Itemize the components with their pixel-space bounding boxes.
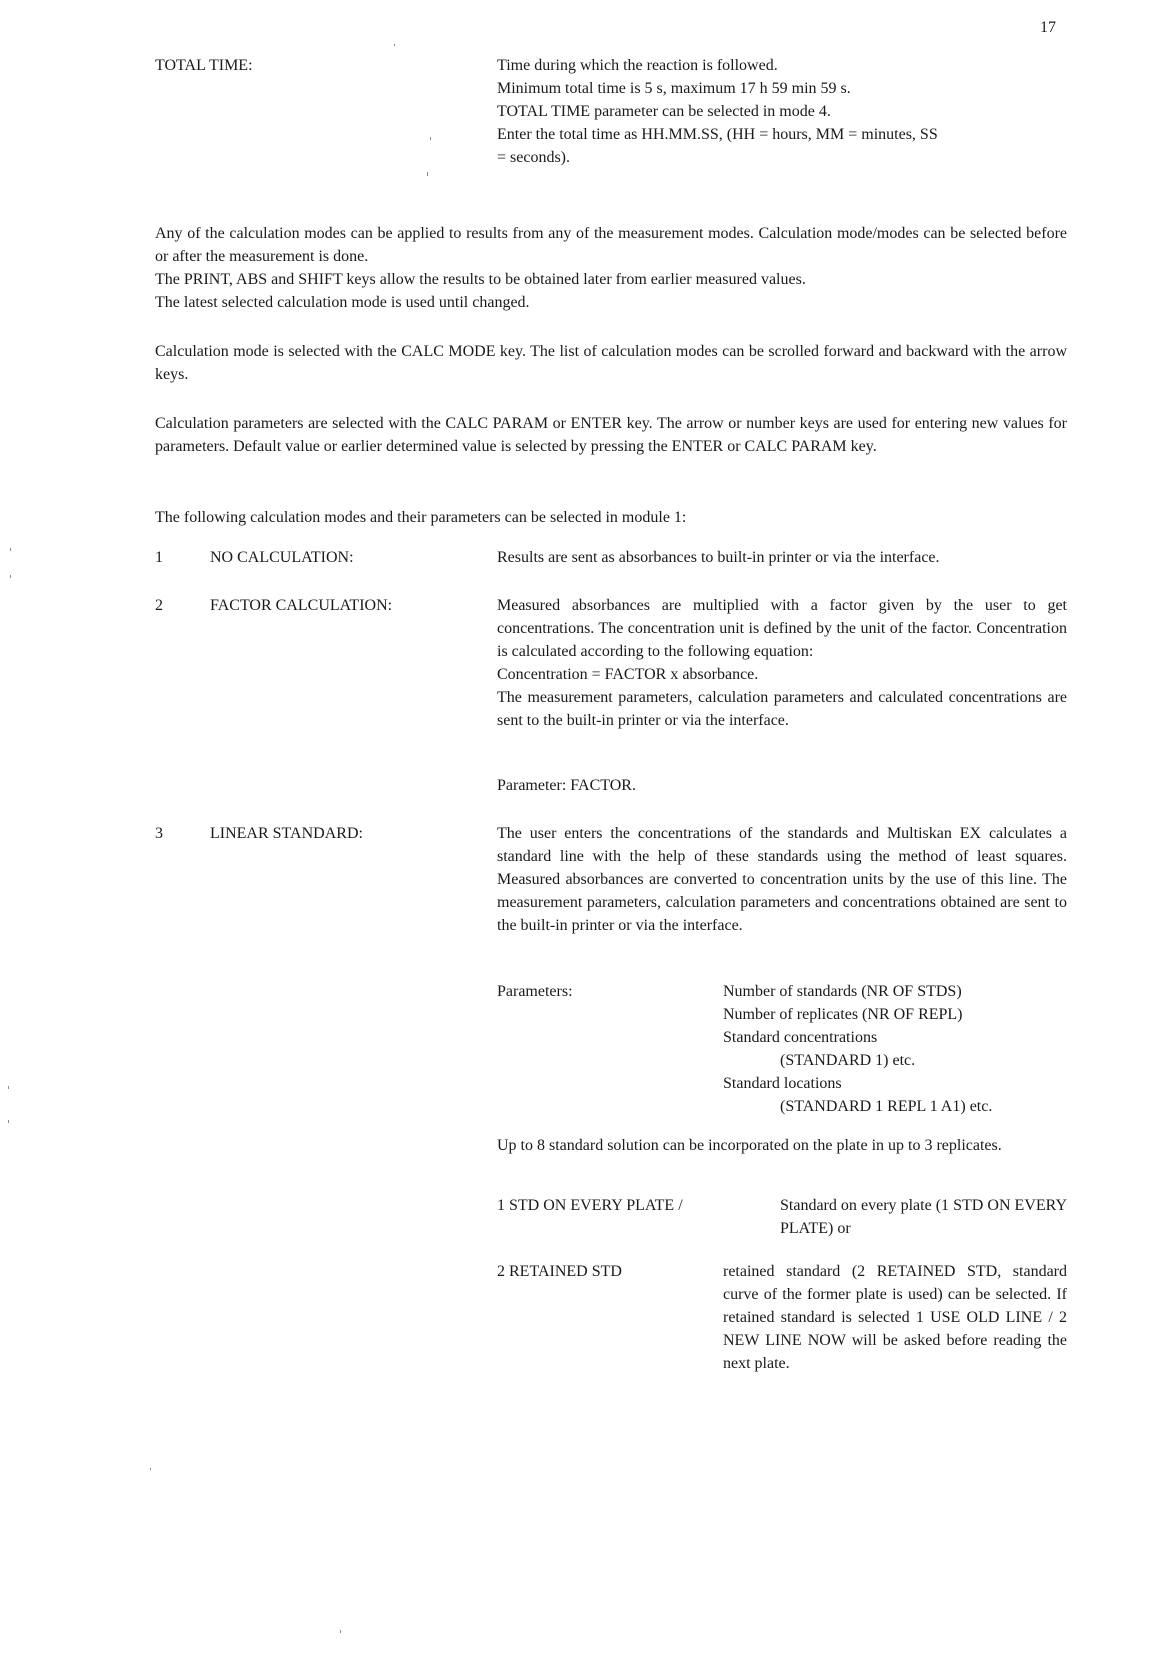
total-time-line: = seconds). bbox=[497, 149, 571, 166]
option-2-label: 2 RETAINED STD bbox=[497, 1263, 622, 1280]
parameter-item: Standard concentrations bbox=[723, 1029, 878, 1046]
modes-intro: The following calculation modes and their parameters can be selected in module 1: bbox=[155, 509, 687, 526]
scan-speck bbox=[10, 548, 11, 551]
intro-text: The latest selected calculation mode is used until changed. bbox=[155, 294, 530, 311]
total-time-description bbox=[497, 54, 1067, 169]
calc-mode-paragraph: Calculation mode is selected with the CALC MODE key. The list of calculation modes can be scrolled forward and backward with the arrow keys. bbox=[155, 343, 1067, 383]
option-2-text: retained standard (2 RETAINED STD, standard curve of the former plate is used) can be selected. If retained standard is selected 1 USE OLD LINE / 2 NEW LINE NOW will be asked before reading the next plate. bbox=[723, 1263, 1067, 1372]
scan-speck bbox=[8, 1120, 9, 1123]
mode-number: 1 bbox=[155, 549, 163, 566]
total-time-label: TOTAL TIME: bbox=[155, 57, 253, 74]
mode-number: 2 bbox=[155, 597, 163, 614]
scan-speck bbox=[340, 1630, 341, 1633]
factor-parameter: Parameter: FACTOR. bbox=[497, 777, 636, 794]
mode-title: FACTOR CALCULATION: bbox=[210, 597, 393, 614]
linear-standard-description: The user enters the concentrations of the standards and Multiskan EX calculates a standard line with the help of these standards using the method of least squares. Measured absorbances are converted to concentration units by the use of this line. The measurement parameters, calculation parameters and concentrations obtained are sent to the built-in printer or via the interface. bbox=[497, 825, 1067, 934]
scan-speck bbox=[150, 1468, 151, 1470]
scan-speck bbox=[8, 1086, 9, 1089]
mode-title: NO CALCULATION: bbox=[210, 549, 354, 566]
total-time-line: Minimum total time is 5 s, maximum 17 h 59 min 59 s. bbox=[497, 80, 851, 97]
scan-speck bbox=[427, 172, 428, 176]
calc-param-paragraph: Calculation parameters are selected with the CALC PARAM or ENTER key. The arrow or number keys are used for entering new values for parameters. Default value or earlier determined value is selected by pressing the ENTER or CALC PARAM key. bbox=[155, 415, 1067, 455]
total-time-line: Time during which the reaction is followed. bbox=[497, 57, 778, 74]
factor-description-2: The measurement parameters, calculation parameters and calculated concentrations are sent to the built-in printer or via the interface. bbox=[497, 689, 1067, 729]
option-1-text: Standard on every plate (1 STD ON EVERY PLATE) or bbox=[780, 1197, 1067, 1237]
intro-paragraph bbox=[155, 222, 1067, 314]
scan-speck bbox=[394, 44, 395, 46]
factor-equation: Concentration = FACTOR x absorbance. bbox=[497, 666, 759, 683]
mode-number: 3 bbox=[155, 825, 163, 842]
total-time-line: TOTAL TIME parameter can be selected in mode 4. bbox=[497, 103, 831, 120]
mode-title: LINEAR STANDARD: bbox=[210, 825, 363, 842]
parameters-list bbox=[723, 980, 1067, 1118]
scan-speck bbox=[430, 137, 431, 140]
parameter-item: Number of replicates (NR OF REPL) bbox=[723, 1006, 963, 1023]
parameter-item: (STANDARD 1 REPL 1 A1) etc. bbox=[780, 1098, 993, 1115]
factor-description: Measured absorbances are multiplied with a factor given by the user to get concentrations. The concentration unit is defined by the unit of the factor. Concentration is calculated according to the following equation: bbox=[497, 597, 1067, 660]
parameter-item: Standard locations bbox=[723, 1075, 842, 1092]
mode-description bbox=[497, 594, 1067, 732]
up-to-text: Up to 8 standard solution can be incorporated on the plate in up to 3 replicates. bbox=[497, 1137, 1002, 1154]
intro-text: The PRINT, ABS and SHIFT keys allow the results to be obtained later from earlier measured values. bbox=[155, 271, 806, 288]
parameters-label: Parameters: bbox=[497, 983, 573, 1000]
total-time-line: Enter the total time as HH.MM.SS, (HH = hours, MM = minutes, SS bbox=[497, 126, 938, 143]
scan-speck bbox=[10, 575, 11, 578]
parameter-item: Number of standards (NR OF STDS) bbox=[723, 983, 962, 1000]
intro-text: Any of the calculation modes can be applied to results from any of the measurement modes. Calculation mode/modes can be selected before or after the measurement is done. bbox=[155, 225, 1067, 265]
option-1-label: 1 STD ON EVERY PLATE / bbox=[497, 1197, 683, 1214]
mode-description: Results are sent as absorbances to built-in printer or via the interface. bbox=[497, 549, 940, 566]
parameter-item: (STANDARD 1) etc. bbox=[780, 1052, 916, 1069]
page-number: 17 bbox=[1040, 19, 1056, 36]
